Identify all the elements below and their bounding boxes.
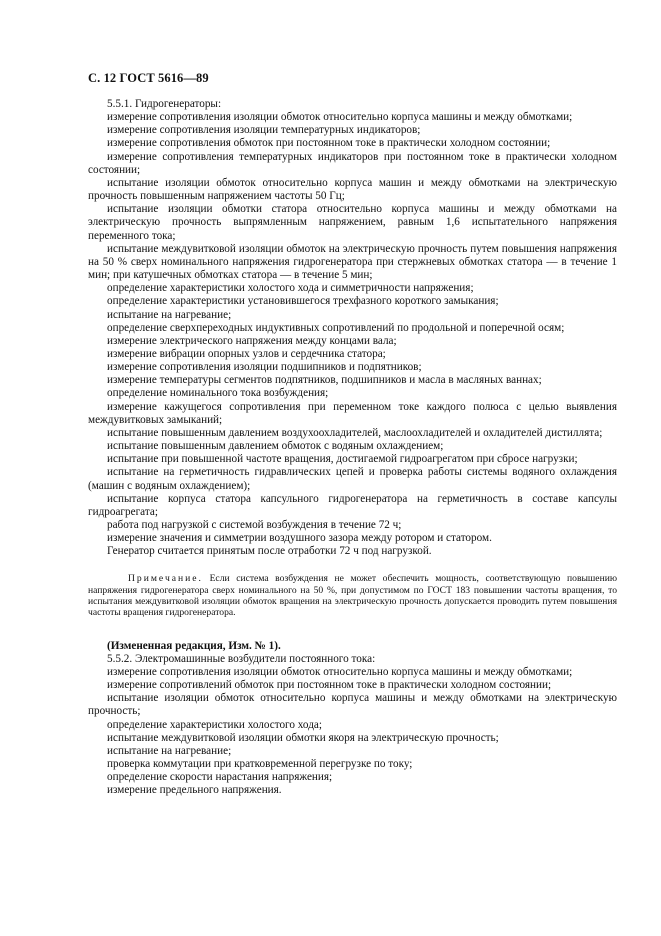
section-title: 5.5.2. Электромашинные возбудители постоянного тока:: [107, 652, 376, 665]
list-item: испытание междувитковой изоляции обмотки якоря на электрическую прочность;: [107, 731, 499, 744]
list-item: измерение температуры сегментов подпятников, подшипников и масла в масляных ваннах;: [107, 374, 542, 387]
list-item: измерение электрического напряжения между концами вала;: [107, 334, 397, 347]
list-item: определение характеристики установившегося трехфазного короткого замыкания;: [107, 295, 499, 308]
note-label: Примечание.: [128, 573, 203, 585]
section-5-5-2: [88, 653, 617, 798]
section-5-5-1: [88, 98, 617, 558]
list-item: измерение сопротивления изоляции обмоток относительно корпуса машины и между обмотками;: [107, 665, 573, 678]
list-item: определение сверхпереходных индуктивных сопротивлений по продольной и поперечной осям;: [107, 321, 565, 334]
list-item: измерение сопротивления изоляции обмоток относительно корпуса машины и между обмотками;: [107, 111, 573, 124]
list-item: испытание при повышенной частоте вращения, достигаемой гидроагрегатом при сбросе нагрузки;: [107, 453, 578, 466]
list-item: измерение сопротивления изоляции подшипников и подпятников;: [107, 361, 422, 374]
section-title: 5.5.1. Гидрогенераторы:: [107, 98, 222, 110]
list-item: испытание междувитковой изоляции обмоток на электрическую прочность путем повышения напряжения на 50 % сверх номинального напряжения гидрогенератора при стержневых обмотках статора — в течение 1 мин; при катушечных обмотках статора — в течение 5 мин;: [88, 242, 617, 282]
note-text: Если система возбуждения не может обеспечить мощность, соответствующую повышению напряжения гидрогенератора сверх номинального на 50 %, при допустимом по ГОСТ 183 повышении частоты вращения, то испытания междувитковой изоляции обмоток вращения на электрическую прочность допускается проводить путем повышения частоты вращения гидрогенератора.: [88, 573, 617, 619]
list-item: испытание корпуса статора капсульного гидрогенератора на герметичность в составе капсулы гидроагрегата;: [88, 492, 617, 518]
list-item: измерение сопротивления изоляции температурных индикаторов;: [107, 124, 421, 137]
page-header: С. 12 ГОСТ 5616—89: [88, 71, 209, 85]
acceptance-statement: Генератор считается принятым после отработки 72 ч под нагрузкой.: [107, 545, 432, 558]
list-item: измерение сопротивления обмоток при постоянном токе в практически холодном состоянии;: [107, 137, 551, 150]
list-item: определение характеристики холостого хода;: [107, 718, 322, 731]
list-item: измерение кажущегося сопротивления при переменном токе каждого полюса с целью выявления междувитковых замыканий;: [88, 400, 617, 426]
list-item: испытание изоляции обмотки статора относительно корпуса машины и между обмотками на электрическую прочность выпрямленным напряжением, равным 1,6 испытательного напряжения переменного тока;: [88, 203, 617, 242]
list-item: определение характеристики холостого хода и симметричности напряжения;: [107, 282, 474, 295]
list-item: измерение сопротивлений обмоток при постоянном токе в практически холодном состоянии;: [107, 679, 552, 692]
list-item: испытание изоляции обмоток относительно корпуса машин и между обмотками на электрическую прочность повышенным напряжением частоты 50 Гц;: [88, 176, 617, 203]
list-item: испытание повышенным давлением воздухоохладителей, маслоохладителей и охладителей дистиллята;: [107, 426, 603, 439]
list-item: работа под нагрузкой с системой возбуждения в течение 72 ч;: [107, 519, 402, 531]
note-paragraph: [88, 573, 617, 618]
list-item: проверка коммутации при кратковременной перегрузке по току;: [107, 758, 413, 771]
list-item: измерение вибрации опорных узлов и сердечника статора;: [107, 347, 386, 360]
list-item: испытание на нагревание;: [107, 308, 232, 321]
amendment-note: (Измененная редакция, Изм. № 1).: [107, 639, 281, 652]
list-item: испытание на нагревание;: [107, 744, 232, 757]
list-item: измерение предельного напряжения.: [107, 784, 282, 797]
list-item: испытание повышенным давлением обмоток с водяным охлаждением;: [107, 440, 444, 453]
list-item: определение номинального тока возбуждения;: [107, 387, 329, 400]
list-item: измерение значения и симметрии воздушного зазора между ротором и статором.: [107, 532, 492, 545]
list-item: измерение сопротивления температурных индикаторов при постоянном токе в практически холодном состоянии;: [88, 150, 617, 176]
list-item: определение скорости нарастания напряжения;: [107, 771, 333, 784]
list-item: испытание на герметичность гидравлических цепей и проверка работы системы водяного охлаждения (машин с водяным охлаждением);: [88, 466, 617, 492]
document-page: [88, 71, 617, 798]
list-item: испытание изоляции обмоток относительно корпуса машины и между обмотками на электрическую прочность;: [88, 692, 617, 718]
